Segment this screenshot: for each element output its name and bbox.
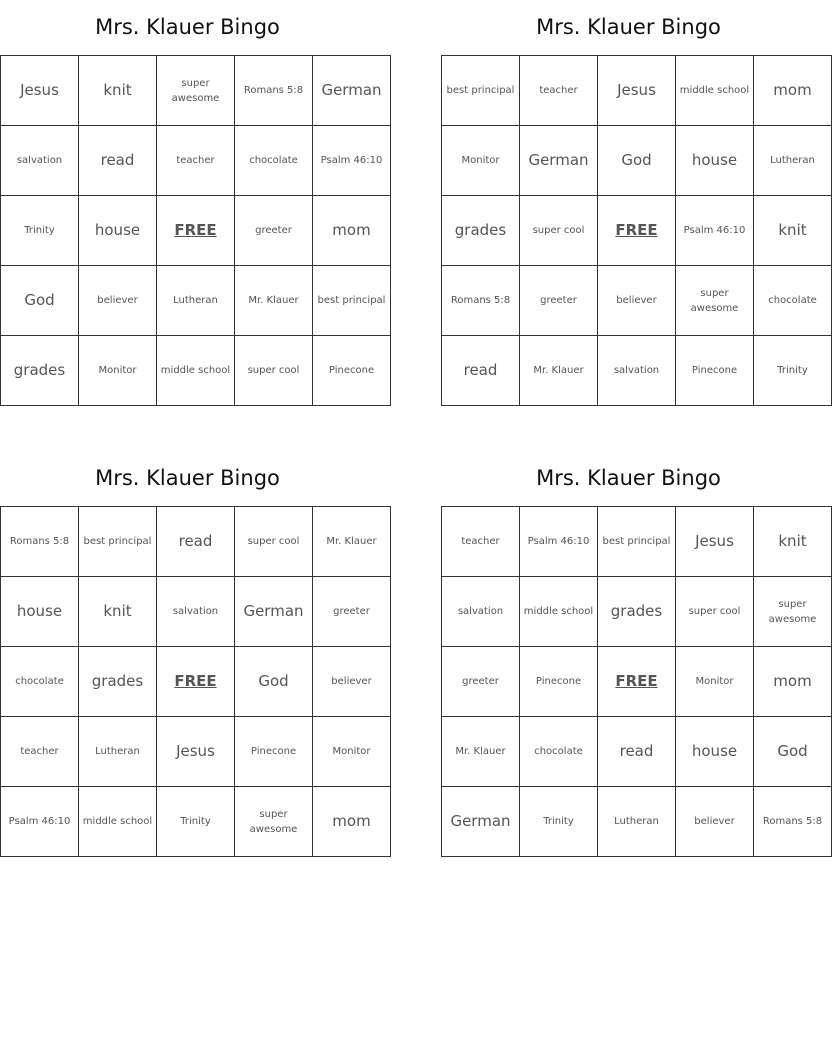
bingo-cell: middle school (676, 56, 754, 126)
bingo-cell: teacher (1, 717, 79, 787)
bingo-cell: Jesus (598, 56, 676, 126)
bingo-cell: middle school (157, 336, 235, 406)
bingo-cell: house (676, 717, 754, 787)
bingo-cell: best principal (79, 507, 157, 577)
bingo-cell: God (235, 647, 313, 717)
grid-row (1, 56, 391, 126)
bingo-cell: super awesome (676, 266, 754, 336)
bingo-cell: mom (313, 787, 391, 857)
bingo-cell: Mr. Klauer (442, 717, 520, 787)
free-space: FREE (157, 647, 235, 717)
bingo-cell: super cool (676, 577, 754, 647)
card-title: Mrs. Klauer Bingo (536, 15, 721, 39)
bingo-cell: knit (754, 196, 832, 266)
card-title: Mrs. Klauer Bingo (536, 466, 721, 490)
grid-row (442, 196, 832, 266)
bingo-cell: grades (1, 336, 79, 406)
grid-row (442, 717, 832, 787)
bingo-cell: Romans 5:8 (1, 507, 79, 577)
bingo-cell: Romans 5:8 (235, 56, 313, 126)
bingo-card-3 (0, 451, 375, 857)
bingo-cell: read (79, 126, 157, 196)
grid-row (442, 266, 832, 336)
bingo-cell: knit (79, 577, 157, 647)
grid-row (1, 196, 391, 266)
bingo-cell: Psalm 46:10 (313, 126, 391, 196)
bingo-cell: teacher (157, 126, 235, 196)
bingo-grid (441, 55, 832, 406)
grid-row (1, 787, 391, 857)
bingo-cell: believer (79, 266, 157, 336)
bingo-cell: Trinity (157, 787, 235, 857)
bingo-cell: Trinity (1, 196, 79, 266)
bingo-cell: super awesome (157, 56, 235, 126)
bingo-cell: Lutheran (754, 126, 832, 196)
grid-row (442, 336, 832, 406)
bingo-cell: grades (442, 196, 520, 266)
bingo-cell: teacher (520, 56, 598, 126)
bingo-cell: Romans 5:8 (442, 266, 520, 336)
bingo-cell: read (598, 717, 676, 787)
grid-row (1, 647, 391, 717)
grid-row (442, 577, 832, 647)
bingo-cell: Psalm 46:10 (520, 507, 598, 577)
bingo-cell: greeter (520, 266, 598, 336)
bingo-cell: super cool (520, 196, 598, 266)
bingo-cell: house (676, 126, 754, 196)
bingo-cell: God (1, 266, 79, 336)
bingo-cell: German (313, 56, 391, 126)
bingo-cell: Mr. Klauer (520, 336, 598, 406)
bingo-cell: salvation (1, 126, 79, 196)
bingo-cell: Lutheran (157, 266, 235, 336)
bingo-cell: Monitor (442, 126, 520, 196)
bingo-cell: grades (598, 577, 676, 647)
bingo-cell: Pinecone (676, 336, 754, 406)
bingo-cell: Psalm 46:10 (676, 196, 754, 266)
grid-row (442, 787, 832, 857)
bingo-grid (441, 506, 832, 857)
grid-row (1, 266, 391, 336)
grid-row (1, 336, 391, 406)
bingo-cell: believer (598, 266, 676, 336)
grid-row (1, 507, 391, 577)
card-title: Mrs. Klauer Bingo (95, 15, 280, 39)
grid-row (1, 717, 391, 787)
grid-row (1, 126, 391, 196)
bingo-cell: super awesome (235, 787, 313, 857)
bingo-cell: Jesus (676, 507, 754, 577)
bingo-cell: Pinecone (313, 336, 391, 406)
bingo-cell: Mr. Klauer (313, 507, 391, 577)
grid-row (1, 577, 391, 647)
bingo-grid (0, 506, 391, 857)
bingo-cell: salvation (157, 577, 235, 647)
bingo-cell: mom (313, 196, 391, 266)
bingo-cell: German (442, 787, 520, 857)
bingo-cell: God (598, 126, 676, 196)
bingo-cell: best principal (598, 507, 676, 577)
bingo-cell: mom (754, 647, 832, 717)
free-space: FREE (598, 196, 676, 266)
bingo-cell: middle school (520, 577, 598, 647)
free-space: FREE (598, 647, 676, 717)
bingo-card-1 (0, 0, 386, 406)
bingo-cell: chocolate (754, 266, 832, 336)
bingo-grid (0, 55, 391, 406)
bingo-cell: German (235, 577, 313, 647)
bingo-cell: believer (313, 647, 391, 717)
bingo-cell: super awesome (754, 577, 832, 647)
bingo-cell: chocolate (1, 647, 79, 717)
bingo-cell: Trinity (754, 336, 832, 406)
bingo-cell: mom (754, 56, 832, 126)
bingo-cell: Jesus (1, 56, 79, 126)
bingo-cell: chocolate (520, 717, 598, 787)
bingo-cell: God (754, 717, 832, 787)
grid-row (442, 56, 832, 126)
bingo-cell: salvation (598, 336, 676, 406)
bingo-cell: knit (754, 507, 832, 577)
bingo-cell: Mr. Klauer (235, 266, 313, 336)
bingo-cell: knit (79, 56, 157, 126)
bingo-cell: teacher (442, 507, 520, 577)
bingo-cell: best principal (313, 266, 391, 336)
bingo-cell: super cool (235, 336, 313, 406)
bingo-cell: middle school (79, 787, 157, 857)
bingo-cell: believer (676, 787, 754, 857)
bingo-cell: Lutheran (598, 787, 676, 857)
bingo-cell: salvation (442, 577, 520, 647)
bingo-cell: house (79, 196, 157, 266)
bingo-cell: Monitor (313, 717, 391, 787)
bingo-cell: Pinecone (235, 717, 313, 787)
grid-row (442, 647, 832, 717)
bingo-cell: read (157, 507, 235, 577)
grid-row (442, 507, 832, 577)
bingo-cell: greeter (313, 577, 391, 647)
bingo-cell: Pinecone (520, 647, 598, 717)
bingo-cell: Monitor (676, 647, 754, 717)
bingo-card-4 (441, 451, 823, 857)
bingo-cell: Monitor (79, 336, 157, 406)
bingo-cell: read (442, 336, 520, 406)
card-title: Mrs. Klauer Bingo (95, 466, 280, 490)
bingo-card-2 (441, 0, 816, 406)
bingo-cell: greeter (442, 647, 520, 717)
bingo-cell: house (1, 577, 79, 647)
bingo-cell: Psalm 46:10 (1, 787, 79, 857)
bingo-cell: Romans 5:8 (754, 787, 832, 857)
grid-row (442, 126, 832, 196)
bingo-cell: super cool (235, 507, 313, 577)
bingo-cell: Lutheran (79, 717, 157, 787)
free-space: FREE (157, 196, 235, 266)
bingo-cell: greeter (235, 196, 313, 266)
bingo-cell: grades (79, 647, 157, 717)
bingo-cell: German (520, 126, 598, 196)
bingo-cell: Trinity (520, 787, 598, 857)
bingo-cell: chocolate (235, 126, 313, 196)
bingo-cell: Jesus (157, 717, 235, 787)
bingo-cell: best principal (442, 56, 520, 126)
